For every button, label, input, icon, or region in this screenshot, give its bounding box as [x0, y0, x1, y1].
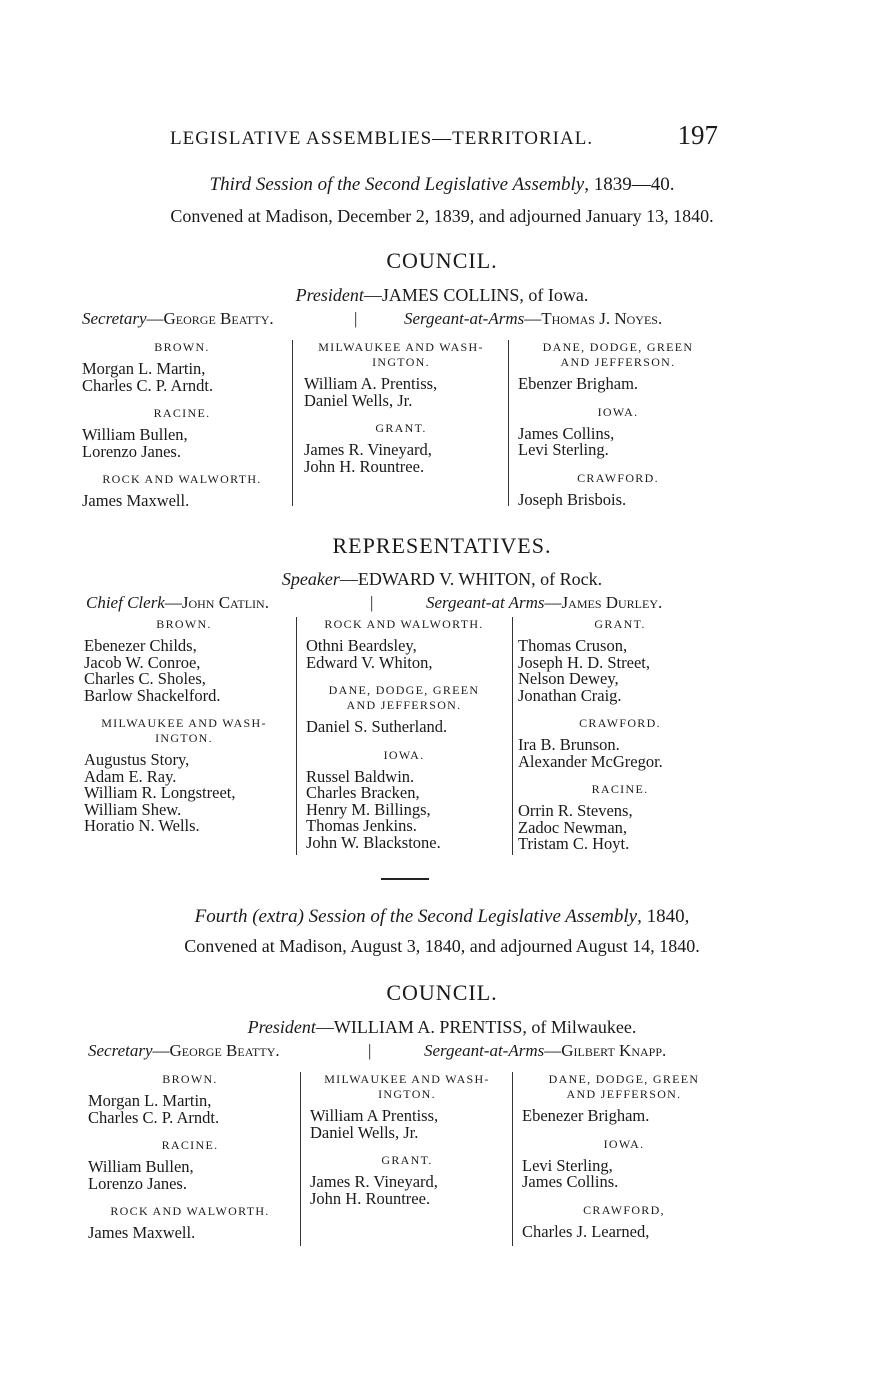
county-group [304, 421, 498, 475]
member-name: Charles Bracken, [306, 783, 420, 802]
member-column-1 [84, 617, 284, 835]
county-heading-line: BROWN. [162, 1072, 218, 1086]
member-list [522, 1221, 726, 1241]
county-heading-line: RACINE. [153, 406, 211, 420]
county-group [518, 340, 718, 393]
member-name: Daniel Wells, Jr. [304, 390, 413, 410]
member-name: Horatio N. Wells. [84, 816, 200, 835]
running-head-title: LEGISLATIVE ASSEMBLIES—TERRITORIAL. [170, 128, 594, 149]
county-heading-line: INGTON. [378, 1087, 436, 1101]
county-group [310, 1072, 504, 1141]
secretary-name: —George Beatty. [146, 309, 274, 328]
session1-council-officers [82, 309, 722, 331]
county-heading-line: GRANT. [594, 617, 646, 631]
member-name: William A Prentiss, [310, 1106, 439, 1125]
member-list [522, 1108, 726, 1125]
member-name: Charles J. Learned, [522, 1221, 650, 1241]
member-name: James Collins, [518, 423, 615, 443]
member-name: James R. Vineyard, [310, 1172, 438, 1191]
county-group [518, 782, 722, 853]
county-heading [522, 1072, 726, 1102]
county-heading-line: AND JEFFERSON. [560, 355, 676, 369]
county-group [518, 716, 722, 770]
member-name: Daniel Wells, Jr. [310, 1122, 419, 1142]
county-heading [82, 340, 282, 355]
member-name: James Maxwell. [82, 491, 190, 510]
member-name: Thomas Jenkins. [306, 816, 417, 835]
county-group [522, 1137, 726, 1191]
member-name: Jonathan Craig. [518, 685, 622, 705]
member-name: Ebenezer Brigham. [522, 1106, 650, 1125]
member-list [518, 423, 718, 459]
member-name: James Collins. [522, 1172, 619, 1191]
member-name: Orrin R. Stevens, [518, 801, 633, 820]
sergeant-role: Sergeant-at Arms [426, 593, 545, 612]
officer-separator: | [354, 309, 358, 328]
sergeant-role: Sergeant-at-Arms [424, 1041, 545, 1060]
county-heading-line: INGTON. [372, 355, 430, 369]
county-group [522, 1072, 726, 1125]
county-heading [518, 471, 718, 486]
session1-representatives-title: REPRESENTATIVES. [332, 533, 552, 558]
column-divider [300, 1072, 301, 1246]
county-heading [310, 1072, 504, 1102]
county-heading-line: DANE, DODGE, GREEN [548, 1072, 700, 1086]
county-group [518, 617, 722, 704]
member-column-3 [518, 617, 722, 853]
officer-separator: | [370, 593, 374, 612]
county-group [88, 1138, 292, 1192]
county-heading-line: RACINE. [161, 1138, 219, 1152]
column-divider [508, 340, 509, 506]
member-list [88, 1159, 292, 1192]
member-list [518, 737, 722, 770]
member-list [518, 803, 722, 853]
county-heading-line: AND JEFFERSON. [346, 698, 462, 712]
chief-clerk-role: Chief Clerk [86, 593, 165, 612]
county-heading-line: IOWA. [383, 747, 425, 762]
member-list [518, 638, 722, 704]
secretary [82, 309, 274, 329]
county-heading-line: MILWAUKEE AND WASH- [324, 1072, 490, 1086]
column-divider [512, 617, 513, 855]
member-name: William R. Longstreet, [84, 783, 236, 802]
member-name: Barlow Shackelford. [84, 685, 221, 705]
speaker-role: Speaker [281, 569, 340, 589]
county-group [304, 340, 498, 409]
county-heading-line: ROCK AND WALWORTH. [110, 1204, 270, 1218]
session2-convened: Convened at Madison, August 3, 1840, and adjourned August 14, 1840. [184, 936, 700, 956]
session2-heading-title: Session of the Second Legislative Assembly [308, 906, 638, 927]
member-list [306, 719, 502, 736]
county-heading [522, 1137, 726, 1152]
county-heading-line: DANE, DODGE, GREEN [542, 340, 694, 354]
county-heading [306, 617, 502, 632]
member-name: Morgan L. Martin, [82, 359, 206, 378]
county-heading [518, 405, 718, 420]
member-name: William Shew. [84, 799, 182, 819]
secretary-role: Secretary [88, 1041, 153, 1060]
column-divider [296, 617, 297, 855]
member-name: William Bullen, [88, 1157, 194, 1176]
member-name: John W. Blackstone. [306, 832, 441, 852]
county-heading [310, 1153, 504, 1168]
member-name: Edward V. Whiton, [306, 652, 433, 672]
member-name: John H. Rountree. [310, 1188, 431, 1208]
county-group [84, 617, 284, 704]
member-list [304, 442, 498, 475]
session2-council-president [60, 1017, 824, 1038]
president-name: —JAMES COLLINS, of Iowa. [363, 285, 589, 305]
member-column-1 [82, 340, 282, 510]
county-heading [82, 406, 282, 421]
member-name: Charles C. Sholes, [84, 669, 206, 688]
chief-clerk [86, 593, 269, 613]
county-group [518, 471, 718, 509]
member-name: Ebenzer Brigham. [518, 374, 639, 393]
member-list [88, 1225, 292, 1242]
county-heading-line: CRAWFORD, [583, 1202, 665, 1217]
county-heading [304, 421, 498, 436]
session2-heading-years: , 1840, [637, 906, 690, 927]
running-head [170, 120, 718, 154]
session1-heading-title: Third Session of the Second Legislative Assembly [209, 174, 585, 195]
session1-council-president [60, 285, 824, 306]
county-group [82, 472, 282, 510]
session2-heading-ordinal: Fourth [194, 906, 248, 927]
county-heading [88, 1072, 292, 1087]
county-heading [306, 683, 502, 713]
sergeant-name: —James Durley. [544, 593, 663, 612]
secretary-name: —George Beatty. [152, 1041, 280, 1060]
session1-heading [60, 174, 824, 196]
member-name: John H. Rountree. [304, 456, 425, 476]
county-heading-line: RACINE. [591, 782, 649, 796]
member-name: Lorenzo Janes. [82, 441, 181, 461]
member-list [82, 493, 282, 510]
county-heading [518, 716, 722, 731]
member-name: William A. Prentiss, [304, 374, 438, 393]
member-name: Morgan L. Martin, [88, 1091, 212, 1110]
county-heading-line: ROCK AND WALWORTH. [102, 472, 262, 486]
member-list [84, 638, 284, 704]
county-heading-line: BROWN. [154, 340, 210, 354]
county-heading-line: ROCK AND WALWORTH. [324, 617, 484, 631]
chief-clerk-name: —John Catlin. [164, 593, 269, 612]
session1-representatives-members [84, 617, 724, 859]
member-list [518, 376, 718, 393]
county-group [88, 1204, 292, 1242]
county-heading [88, 1204, 292, 1219]
member-list [522, 1155, 726, 1191]
county-group [82, 340, 282, 394]
county-group [88, 1072, 292, 1126]
session2-council-title: COUNCIL. [386, 980, 498, 1005]
member-column-2 [306, 617, 502, 851]
member-list [82, 361, 282, 394]
page-number: 197 [677, 120, 718, 150]
county-heading-line: IOWA. [597, 404, 639, 419]
session1-speaker [60, 569, 824, 590]
county-group [306, 748, 502, 852]
county-heading-line: INGTON. [155, 731, 213, 745]
county-heading-line: BROWN. [156, 617, 212, 631]
session2-council-officers [88, 1041, 728, 1063]
member-list [306, 766, 502, 852]
county-heading [518, 782, 722, 797]
county-heading-line: GRANT. [375, 421, 427, 435]
member-name: Thomas Cruson, [518, 636, 628, 655]
member-list [306, 638, 502, 671]
member-name: William Bullen, [82, 425, 188, 444]
county-heading [306, 748, 502, 763]
member-list [310, 1174, 504, 1207]
column-divider [292, 340, 293, 506]
county-heading-line: CRAWFORD. [577, 470, 659, 485]
officer-separator: | [368, 1041, 372, 1060]
member-name: Henry M. Billings, [306, 799, 431, 819]
secretary-role: Secretary [82, 309, 147, 328]
member-name: Charles C. P. Arndt. [82, 375, 214, 395]
session1-representatives-officers [86, 593, 726, 615]
member-column-3 [522, 1072, 726, 1240]
member-name: Levi Sterling, [522, 1155, 613, 1175]
president-role: President [247, 1017, 316, 1037]
sergeant [424, 1041, 666, 1061]
session2-heading-extra [252, 906, 304, 927]
member-list [84, 752, 284, 835]
member-name: Ebenezer Childs, [84, 636, 197, 655]
county-group [306, 617, 502, 671]
county-heading [84, 716, 284, 746]
member-name: Augustus Story, [84, 750, 190, 769]
member-name: Joseph H. D. Street, [518, 652, 650, 672]
county-heading-line: AND JEFFERSON. [566, 1087, 682, 1101]
member-name: Lorenzo Janes. [88, 1173, 187, 1193]
county-heading-line: DANE, DODGE, GREEN [328, 683, 480, 697]
member-name: Levi Sterling. [518, 440, 609, 459]
county-heading-line: MILWAUKEE AND WASH- [101, 716, 267, 730]
member-name: Nelson Dewey, [518, 669, 619, 688]
member-name: Russel Baldwin. [306, 766, 415, 786]
county-heading [304, 340, 498, 370]
county-group [310, 1153, 504, 1207]
county-heading [88, 1138, 292, 1153]
county-heading-line: IOWA. [603, 1136, 645, 1151]
member-column-2 [304, 340, 498, 475]
secretary [88, 1041, 280, 1061]
member-name: Daniel S. Sutherland. [306, 717, 448, 736]
section-rule [381, 878, 429, 880]
session2-heading-extra-text: (extra) [252, 906, 304, 927]
member-name: Adam E. Ray. [84, 766, 177, 786]
county-group [84, 716, 284, 835]
member-list [88, 1093, 292, 1126]
sergeant [426, 593, 662, 613]
sergeant-name: —Gilbert Knapp. [544, 1041, 667, 1060]
member-name: Jacob W. Conroe, [84, 652, 201, 672]
member-name: James Maxwell. [88, 1223, 196, 1242]
speaker-name: —EDWARD V. WHITON, of Rock. [339, 569, 603, 589]
member-name: Zadoc Newman, [518, 817, 628, 837]
county-heading-line: CRAWFORD. [579, 716, 661, 730]
president-role: President [295, 285, 364, 305]
county-group [518, 405, 718, 459]
session1-council-title: COUNCIL. [386, 248, 498, 273]
county-heading [84, 617, 284, 632]
session1-council-members [82, 340, 722, 512]
county-heading-line: GRANT. [381, 1153, 433, 1167]
session1-convened: Convened at Madison, December 2, 1839, and adjourned January 13, 1840. [170, 206, 714, 226]
county-heading [82, 472, 282, 487]
county-heading [518, 340, 718, 370]
member-name: James R. Vineyard, [304, 440, 432, 459]
session2-heading [60, 906, 824, 928]
member-column-2 [310, 1072, 504, 1207]
county-heading [522, 1203, 726, 1218]
member-list [310, 1108, 504, 1141]
county-group [522, 1203, 726, 1241]
column-divider [512, 1072, 513, 1246]
sergeant-role: Sergeant-at-Arms [404, 309, 525, 328]
sergeant-name: —Thomas J. Noyes. [524, 309, 663, 328]
county-heading [518, 617, 722, 632]
session1-heading-years: , 1839—40. [584, 174, 675, 195]
county-group [306, 683, 502, 736]
member-list [82, 427, 282, 460]
member-column-3 [518, 340, 718, 508]
member-list [518, 489, 718, 509]
president-name: —WILLIAM A. PRENTISS, of Milwaukee. [315, 1017, 637, 1037]
member-column-1 [88, 1072, 292, 1242]
member-name: Joseph Brisbois. [518, 489, 627, 509]
county-heading-line: MILWAUKEE AND WASH- [318, 340, 484, 354]
member-name: Ira B. Brunson. [518, 735, 620, 754]
sergeant [404, 309, 662, 329]
member-name: Alexander McGregor. [518, 751, 663, 771]
session2-council-members [88, 1072, 728, 1248]
member-name: Tristam C. Hoyt. [518, 834, 630, 853]
member-list [304, 376, 498, 409]
county-group [82, 406, 282, 460]
member-name: Charles C. P. Arndt. [88, 1107, 220, 1127]
member-name: Othni Beardsley, [306, 636, 417, 655]
